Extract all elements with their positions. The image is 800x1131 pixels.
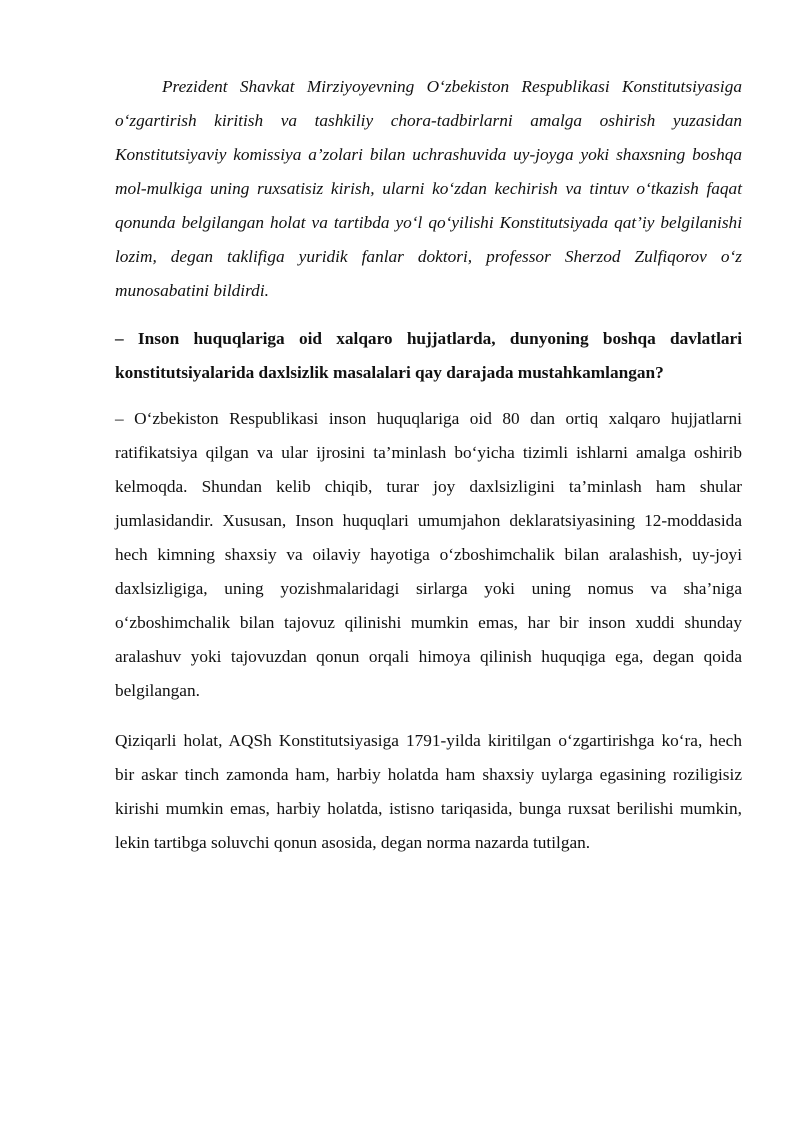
answer-paragraph-2: Qiziqarli holat, AQSh Konstitutsiyasiga 1791-yilda kiritilgan o‘zgartirishga ko‘ra, hech bir askar tinch zamonda ham, harbiy holatda ham shaxsiy uylarga egasining roziligisiz kirishi mumkin emas, harbiy holatda, istisno tariqasida, bunga ruxsat berilishi mumkin, lekin tartibga soluvchi qonun asosida, degan norma nazarda tutilgan.	[115, 731, 742, 852]
intro-paragraph: Prezident Shavkat Mirziyoyevning O‘zbekiston Respublikasi Konstitutsiyasiga o‘zgartirish kiritish va tashkiliy chora-tadbirlarni amalga oshirish yuzasidan Konstitutsiyaviy komissiya a’zolari bilan uchrashuvida uy-joyga yoki shaxsning boshqa mol-mulkiga uning ruxsatisiz kirish, ularni ko‘zdan kechirish va tintuv o‘tkazish faqat qonunda belgilangan holat va tartibda yo‘l qo‘yilishi Konstitutsiyada qat’iy belgilanishi lozim, degan taklifiga yuridik fanlar doktori, professor Sherzod Zulfiqorov o‘z munosabatini bildirdi.	[115, 77, 742, 300]
document-page	[115, 70, 742, 876]
interview-question: – Inson huquqlariga oid xalqaro hujjatlarda, dunyoning boshqa davlatlari konstitutsiyalarida daxlsizlik masalalari qay darajada mustahkamlangan?	[115, 329, 742, 382]
answer-paragraph-1: – O‘zbekiston Respublikasi inson huquqlariga oid 80 dan ortiq xalqaro hujjatlarni ratifikatsiya qilgan va ular ijrosini ta’minlash bo‘yicha tizimli ishlarni amalga oshirib kelmoqda. Shundan kelib chiqib, turar joy daxlsizligini ta’minlash ham shular jumlasidandir. Xususan, Inson huquqlari umumjahon deklaratsiyasining 12-moddasida hech kimning shaxsiy va oilaviy hayotiga o‘zboshimchalik bilan aralashish, uy-joyi daxlsizligiga, uning yozishmalaridagi sirlarga yoki uning nomus va sha’niga o‘zboshimchalik bilan tajovuz qilinishi mumkin emas, har bir inson xuddi shunday aralashuv yoki tajovuzdan qonun orqali himoya qilinish huquqiga ega, degan qoida belgilangan.	[115, 409, 742, 700]
